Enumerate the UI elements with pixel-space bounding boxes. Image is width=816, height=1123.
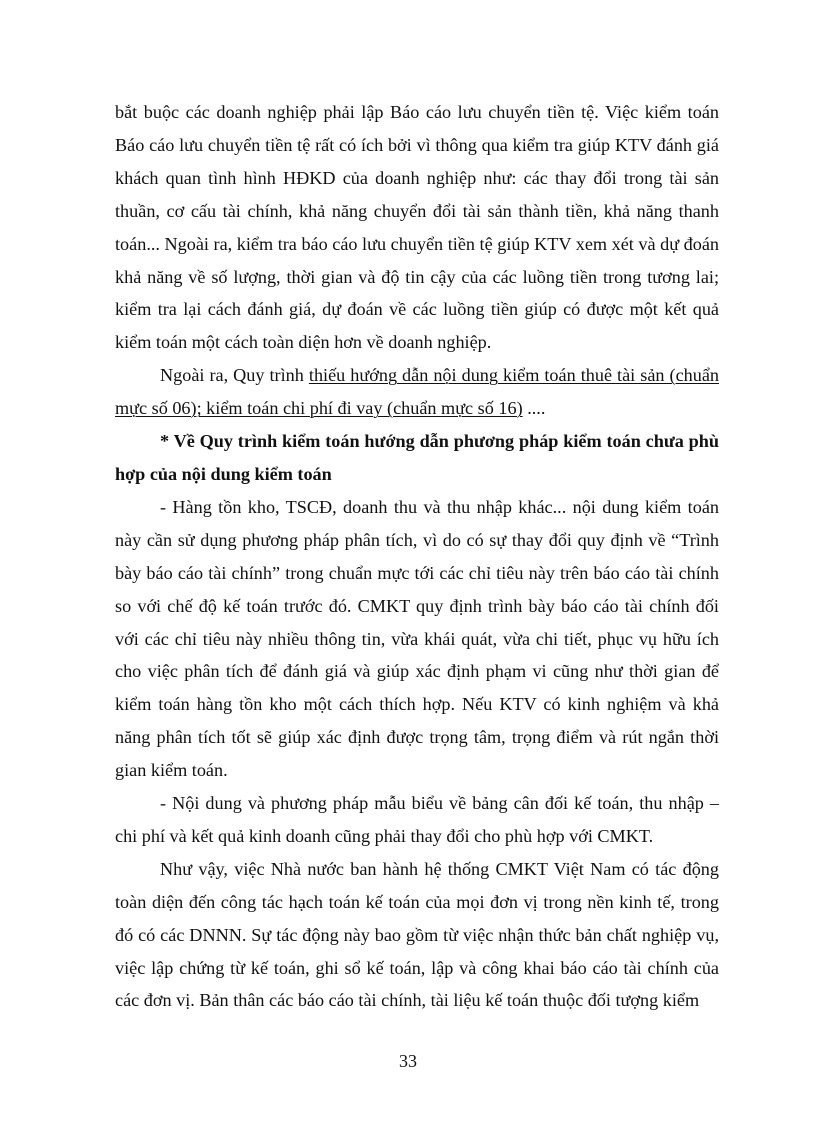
paragraph-3: - Hàng tồn kho, TSCĐ, doanh thu và thu nhập khác... nội dung kiểm toán này cần sử dụng phương pháp phân tích, vì do có sự thay đổi quy định về “Trình bày báo cáo tài chính” trong chuẩn mực tới các chỉ tiêu này trên báo cáo tài chính so với chế độ kế toán trước đó. CMKT quy định trình bày báo cáo tài chính đối với các chỉ tiêu này nhiều thông tin, vừa khái quát, vừa chi tiết, phục vụ hữu ích cho việc phân tích để đánh giá và giúp xác định phạm vi cũng như thời gian để kiểm toán hàng tồn kho một cách thích hợp. Nếu KTV có kinh nghiệm và khả năng phân tích tốt sẽ giúp xác định được trọng tâm, trọng điểm và rút ngắn thời gian kiểm toán.	[115, 496, 719, 781]
paragraph-5: Như vậy, việc Nhà nước ban hành hệ thống CMKT Việt Nam có tác động toàn diện đến công tác hạch toán kế toán của mọi đơn vị trong nền kinh tế, trong đó có các DNNN. Sự tác động này bao gồm từ việc nhận thức bản chất nghiệp vụ, việc lập chứng từ kế toán, ghi sổ kế toán, lập và công khai báo cáo tài chính của các đơn vị. Bản thân các báo cáo tài chính, tài liệu kế toán thuộc đối tượng kiểm	[115, 858, 719, 1011]
paragraph-2	[115, 359, 719, 425]
paragraph-2-underlined: thiếu hướng dẫn nội dung kiểm toán thuê tài sản (chuẩn mực số 06); kiểm toán chi phí đi vay (chuẩn mực số 16)	[115, 365, 719, 419]
paragraph-2-tail: ....	[522, 398, 546, 419]
section-heading: * Về Quy trình kiểm toán hướng dẫn phương pháp kiểm toán chưa phù hợp của nội dung kiểm toán	[115, 431, 719, 484]
document-body	[115, 96, 719, 1017]
paragraph-1: bắt buộc các doanh nghiệp phải lập Báo cáo lưu chuyển tiền tệ. Việc kiểm toán Báo cáo lưu chuyển tiền tệ rất có ích bởi vì thông qua kiểm tra giúp KTV đánh giá khách quan tình hình HĐKD của doanh nghiệp như: các thay đổi trong tài sản thuần, cơ cấu tài chính, khả năng chuyển đổi tài sản thành tiền, khả năng thanh toán... Ngoài ra, kiểm tra báo cáo lưu chuyển tiền tệ giúp KTV xem xét và dự đoán khả năng về số lượng, thời gian và độ tin cậy của các luồng tiền trong tương lai; kiểm tra lại cách đánh giá, dự đoán về các luồng tiền giúp có được một kết quả kiểm toán một cách toàn diện hơn về doanh nghiệp.	[115, 102, 719, 353]
paragraph-2-lead: Ngoài ra, Quy trình	[160, 365, 309, 386]
page-number: 33	[399, 1051, 417, 1071]
paragraph-4: - Nội dung và phương pháp mẫu biểu về bảng cân đối kế toán, thu nhập – chi phí và kết quả kinh doanh cũng phải thay đổi cho phù hợp với CMKT.	[115, 793, 719, 846]
